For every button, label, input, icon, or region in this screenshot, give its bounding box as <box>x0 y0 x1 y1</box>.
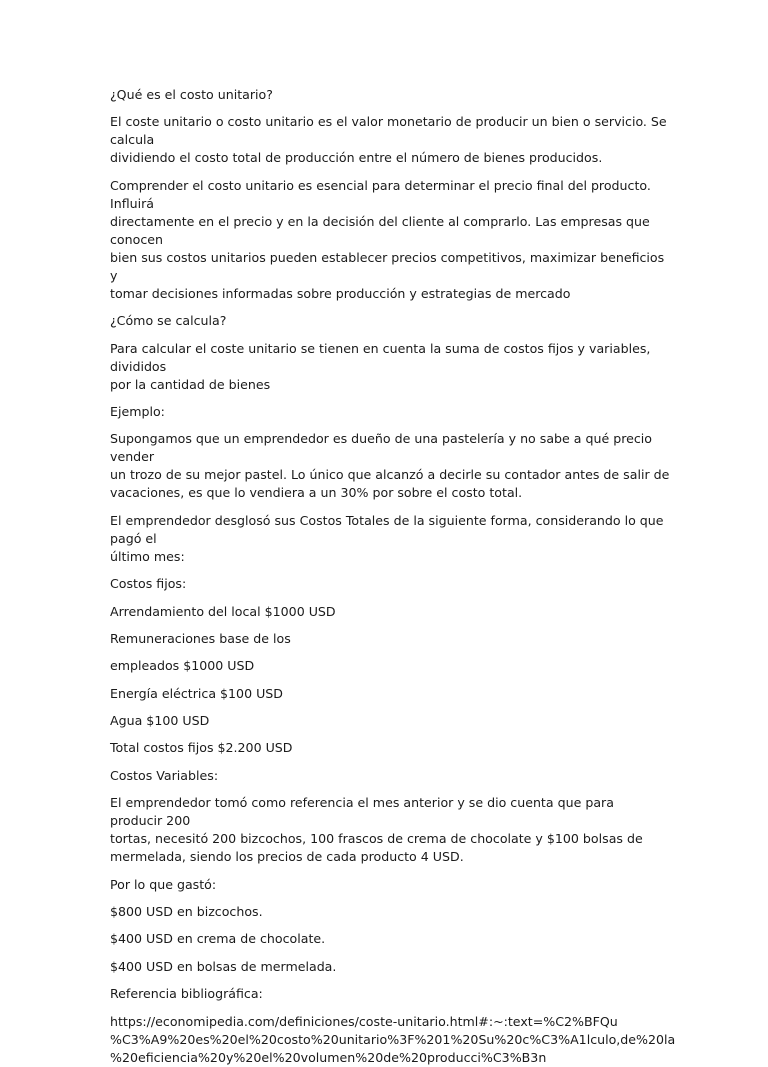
document-page <box>110 86 676 1067</box>
heading-variable-costs: Costos Variables: <box>110 767 219 783</box>
fixed-cost-salaries-line2: empleados $1000 USD <box>110 658 255 674</box>
heading-spent: Por lo que gastó: <box>110 876 217 892</box>
spent-chocolate-cream: $400 USD en crema de chocolate. <box>110 931 326 947</box>
paragraph-calculation: Para calcular el coste unitario se tienen en cuenta la suma de costos fijos y variables, divididos por la cantidad de bienes <box>110 340 651 392</box>
fixed-cost-water: Agua $100 USD <box>110 713 210 729</box>
reference-link[interactable]: https://economipedia.com/definiciones/coste-unitario.html#:~:text=%C2%BFQu %C3%A9%20es%20el%20costo%20unitario%3F%201%20Su%20c%C3%A1lculo,de%20la %20eficiencia%20y%20el%20volumen%20de%20producci%C3%B3n <box>110 1013 676 1065</box>
fixed-cost-total: Total costos fijos $2.200 USD <box>110 740 293 756</box>
paragraph-importance: Comprender el costo unitario es esencial para determinar el precio final del producto. Influirá directamente en el precio y en la decisión del cliente al comprarlo. Las empresas que conocen bien sus costos unitarios pueden establecer precios competitivos, maximizar beneficios y tomar decisiones informadas sobre producción y estrategias de mercado <box>110 177 665 301</box>
spent-sponge-cakes: $800 USD en bizcochos. <box>110 904 263 920</box>
heading-example: Ejemplo: <box>110 403 165 419</box>
paragraph-definition: El coste unitario o costo unitario es el valor monetario de producir un bien o servicio. Se calcula dividiendo el costo total de producción entre el número de bienes producidos. <box>110 114 667 166</box>
heading-bibliography: Referencia bibliográfica: <box>110 986 263 1002</box>
heading-how-calculated: ¿Cómo se calcula? <box>110 313 227 329</box>
fixed-cost-electricity: Energía eléctrica $100 USD <box>110 685 283 701</box>
paragraph-variable-costs: El emprendedor tomó como referencia el mes anterior y se dio cuenta que para producir 200 tortas, necesitó 200 bizcochos, 100 frascos de crema de chocolate y $100 bolsas de mermelada, siendo los precios de cada producto 4 USD. <box>110 795 643 865</box>
fixed-cost-rent: Arrendamiento del local $1000 USD <box>110 603 336 619</box>
paragraph-example-scenario: Supongamos que un emprendedor es dueño de una pastelería y no sabe a qué precio vender un trozo de su mejor pastel. Lo único que alcanzó a decirle su contador antes de salir de vacaciones, es que lo vendiera a un 30% por sobre el costo total. <box>110 431 670 501</box>
fixed-cost-salaries-line1: Remuneraciones base de los <box>110 630 291 646</box>
heading-what-is: ¿Qué es el costo unitario? <box>110 87 273 102</box>
paragraph-cost-breakdown: El emprendedor desglosó sus Costos Totales de la siguiente forma, considerando lo que pagó el último mes: <box>110 512 664 564</box>
heading-fixed-costs: Costos fijos: <box>110 576 187 592</box>
spent-jam-bags: $400 USD en bolsas de mermelada. <box>110 958 337 974</box>
